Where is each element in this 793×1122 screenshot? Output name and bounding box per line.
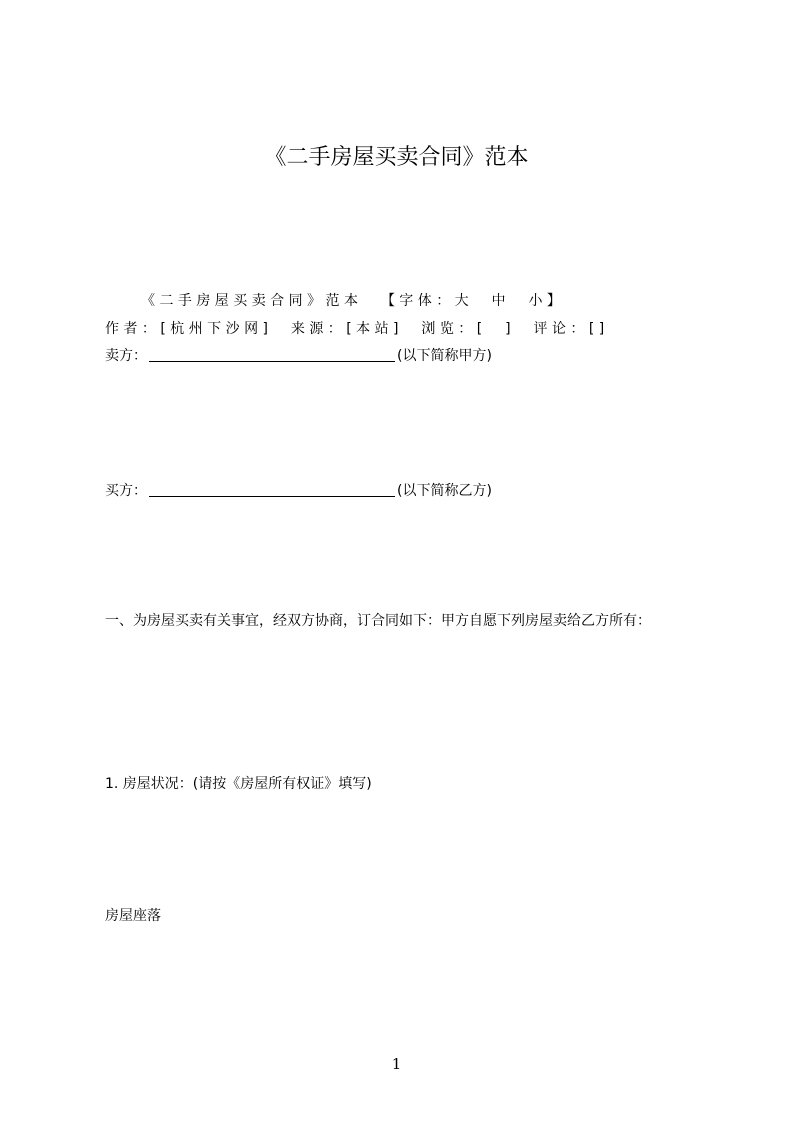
header-line1-text: 《 二 手 房 屋 买 卖 合 同 》 范 本 【 字 体 ： 大 中 小 】 <box>141 293 561 309</box>
buyer-blank-line <box>149 482 395 497</box>
seller-blank-line <box>149 347 395 362</box>
document-title: 《二手房屋买卖合同》范本 <box>264 145 529 170</box>
buyer-suffix: (以下简称乙方) <box>397 483 492 499</box>
item-1-house-status: 1. 房屋状况：(请按《房屋所有权证》填写) <box>105 776 372 792</box>
page-number: 1 <box>391 1055 402 1073</box>
header-line2-text: 作 者 ： [ 杭 州 下 沙 网 ] 来 源 ： [ 本 站 ] 浏 览 ： [ ] 评 论 ： [ ] <box>105 321 605 337</box>
clause-1-paragraph: 一、为房屋买卖有关事宜，经双方协商，订合同如下：甲方自愿下列房屋卖给乙方所有： <box>105 613 651 629</box>
header-line-font-size <box>105 290 697 310</box>
seller-row <box>105 345 492 365</box>
buyer-label: 买方： <box>105 483 147 499</box>
seller-suffix: (以下简称甲方) <box>397 348 492 364</box>
house-location-label: 房屋座落 <box>105 908 161 924</box>
header-line-meta <box>105 318 697 338</box>
seller-label: 卖方： <box>105 348 147 364</box>
buyer-row <box>105 480 492 500</box>
